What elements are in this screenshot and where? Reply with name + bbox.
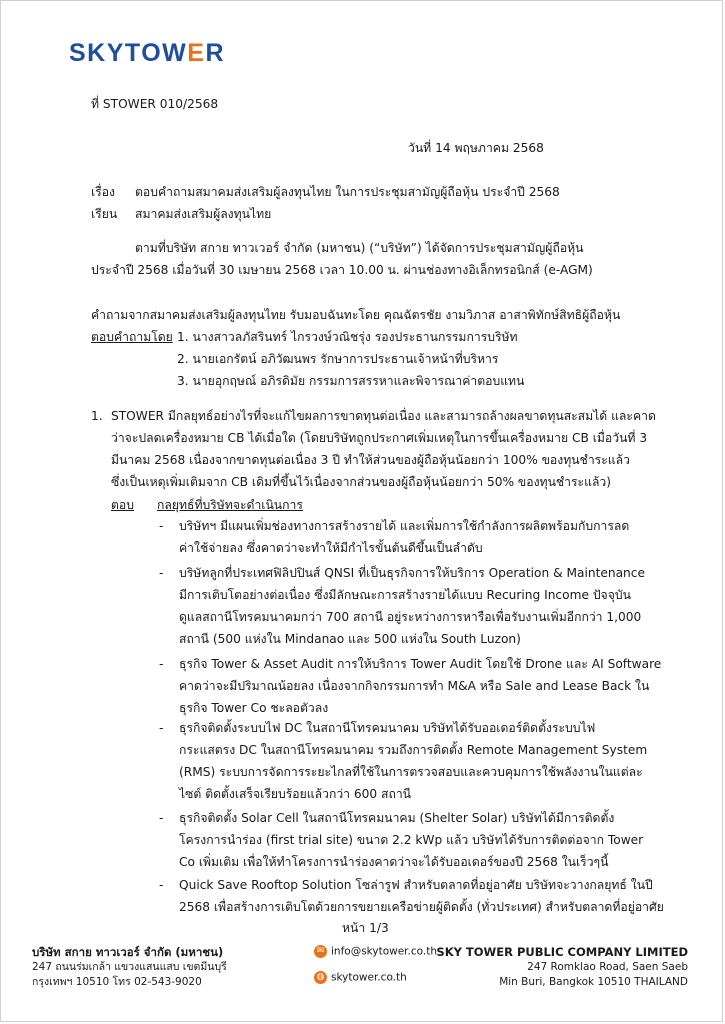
to-text: สมาคมส่งเสริมผู้ลงทุนไทย [135,207,272,221]
bullet-line: ธุรกิจติดตั้ง Solar Cell ในสถานีโทรคมนาคม (Shelter Solar) บริษัทได้มีการติดตั้ง [179,811,615,825]
answer-heading: กลยุทธ์ที่บริษัทจะดำเนินการ [157,498,303,512]
question-line: STOWER มีกลยุทธ์อย่างไรที่จะแก้ไขผลการขาดทุนต่อเนื่อง และสามารถล้างผลขาดทุนสะสมได้ และคาด [111,409,656,423]
subject-text: ตอบคำถามสมาคมส่งเสริมผู้ลงทุนไทย ในการประชุมสามัญผู้ถือหุ้น ประจำปี 2568 [135,185,560,199]
bullet-line: คาดว่าจะมีปริมาณน้อยลง เนื่องจากกิจกรรมการทำ M&A หรือ Sale and Lease Back ใน [179,679,650,693]
bullet-dash: - [159,519,164,533]
bullet-line: ดูแลสถานีโทรคมนาคมกว่า 700 สถานี อยู่ระหว่างการหารือเพื่อรับงานเพิ่มอีกกว่า 1,000 [179,610,642,624]
footer-email [314,945,437,958]
footer-th-address-1: 247 ถนนร่มเกล้า แขวงแสนแสบ เขตมีนบุรี [32,961,227,973]
responder-2: 2. นายเอกรัตน์ อภิวัฒนพร รักษาการประธานเจ้าหน้าที่บริหาร [177,352,499,366]
responder-1: 1. นางสาวลภัสรินทร์ ไกรวงษ์วณิชรุ่ง รองประธานกรรมการบริษัท [177,330,518,344]
question-line: ว่าจะปลดเครื่องหมาย CB ได้เมื่อใด (โดยบริษัทถูกประกาศเพิ่มเหตุในการขึ้นเครื่องหมาย CB เมื่อวันที่ 3 [111,431,648,445]
question-line: มีนาคม 2568 เนื่องจากขาดทุนต่อเนื่อง 3 ปี ทำให้ส่วนของผู้ถือหุ้นน้อยกว่า 100% ของทุนชำระแล้ว [111,453,630,467]
bullet-dash: - [159,721,164,735]
answer-label: ตอบ [111,498,134,512]
bullet-line: (RMS) ระบบการจัดการระยะไกลที่ใช้ในการตรวจสอบและควบคุมการใช้พลังงานในแต่ละ [179,765,643,779]
globe-icon: ◍ [314,971,327,984]
intro-line-1: ตามที่บริษัท สกาย ทาวเวอร์ จำกัด (มหาชน) (“บริษัท”) ได้จัดการประชุมสามัญผู้ถือหุ้น [135,241,584,255]
letter-date: วันที่ 14 พฤษภาคม 2568 [408,141,544,155]
footer-website [314,971,407,984]
question-line: ซึ่งเป็นเหตุเพิ่มเติมจาก CB เดิมที่ขึ้นไว้เนื่องจากส่วนของผู้ถือหุ้นน้อยกว่า 50% ของทุนชำระแล้ว) [111,475,612,489]
bullet-line: โครงการนำร่อง (first trial site) ขนาด 2.2 kWp แล้ว บริษัทได้รับการติดต่อจาก Tower [179,833,644,847]
bullet-line: Co เพิ่มเติม เพื่อให้ทำโครงการนำร่องคาดว่าจะได้รับออเดอร์ของปี 2568 ในเร็วๆนี้ [179,855,609,869]
footer-en-address-1: 247 Romklao Road, Saen Saeb [527,961,688,973]
bullet-line: บริษัทลูกที่ประเทศฟิลิปปินส์ QNSI ที่เป็นธุรกิจการให้บริการ Operation & Maintenance [179,566,645,580]
footer-website-text[interactable]: skytower.co.th [331,971,407,984]
bullet-line: กระแสตรง DC ในสถานีโทรคมนาคม รวมถึงการติดตั้ง Remote Management System [179,743,648,757]
bullet-line: ค่าใช้จ่ายลง ซึ่งคาดว่าจะทำให้มีกำไรขั้นต้นดีขึ้นเป็นลำดับ [179,541,483,555]
bullet-dash: - [159,657,164,671]
footer-email-text[interactable]: info@skytower.co.th [331,945,437,958]
company-logo: SKYTOWER [69,39,226,67]
responder-3: 3. นายอุกฤษณ์ อภิรดิมัย กรรมการสรรหาและพิจารณาค่าตอบแทน [177,374,525,388]
footer-en-address-2: Min Buri, Bangkok 10510 THAILAND [499,976,688,988]
bullet-line: บริษัทฯ มีแผนเพิ่มช่องทางการสร้างรายได้ และเพิ่มการใช้กำลังการผลิตพร้อมกับการลด [179,519,630,533]
reference-number: ที่ STOWER 010/2568 [91,97,219,111]
bullet-dash: - [159,878,164,892]
footer-th-address-2: กรุงเทพฯ 10510 โทร 02-543-9020 [32,976,202,988]
bullet-line: มีการเติบโตอย่างต่อเนื่อง ซึ่งมีลักษณะการสร้างรายได้แบบ Recuring Income ปัจจุบัน [179,588,631,602]
question-number: 1. [91,409,103,423]
bullet-line: 2568 เพื่อสร้างการเติบโตด้วยการขยายเครือข่ายผู้ติดตั้ง (ทั่วประเทศ) สำหรับตลาดที่อยู่อาศัย [179,900,664,914]
envelope-icon: ✉ [314,945,327,958]
bullet-dash: - [159,566,164,580]
bullet-line: Quick Save Rooftop Solution โซล่ารูฟ สำหรับตลาดที่อยู่อาศัย บริษัทจะวางกลยุทธ์ ในปี [179,878,653,892]
bullet-line: สถานี (500 แห่งใน Mindanao และ 500 แห่งใน South Luzon) [179,632,521,646]
page-number: หน้า 1/3 [342,921,389,935]
footer-th-name: บริษัท สกาย ทาวเวอร์ จำกัด (มหาชน) [32,945,224,959]
footer-thai-company [32,945,227,990]
bullet-line: ธุรกิจติดตั้งระบบไฟ DC ในสถานีโทรคมนาคม บริษัทได้รับออเดอร์ติดตั้งระบบไฟ [179,721,596,735]
footer-en-name: SKY TOWER PUBLIC COMPANY LIMITED [436,945,688,959]
answered-by-label: ตอบคำถามโดย [91,330,173,344]
bullet-dash: - [159,811,164,825]
intro-line-2: ประจำปี 2568 เมื่อวันที่ 30 เมษายน 2568 เวลา 10.00 น. ผ่านช่องทางอิเล็กทรอนิกส์ (e-AGM) [91,263,593,277]
bullet-line: ธุรกิจ Tower Co ชะลอตัวลง [179,701,329,715]
subject-label: เรื่อง [91,185,115,199]
bullet-line: ธุรกิจ Tower & Asset Audit การให้บริการ Tower Audit โดยใช้ Drone และ AI Software [179,657,662,671]
footer-english-company [436,945,688,990]
bullet-line: ไซต์ ติดตั้งเสร็จเรียบร้อยแล้วกว่า 600 สถานี [179,787,412,801]
to-label: เรียน [91,207,118,221]
question-from: คำถามจากสมาคมส่งเสริมผู้ลงทุนไทย รับมอบฉันทะโดย คุณฉัตรชัย งามวิภาส อาสาพิทักษ์สิทธิผู้ถือหุ้น [91,308,621,322]
